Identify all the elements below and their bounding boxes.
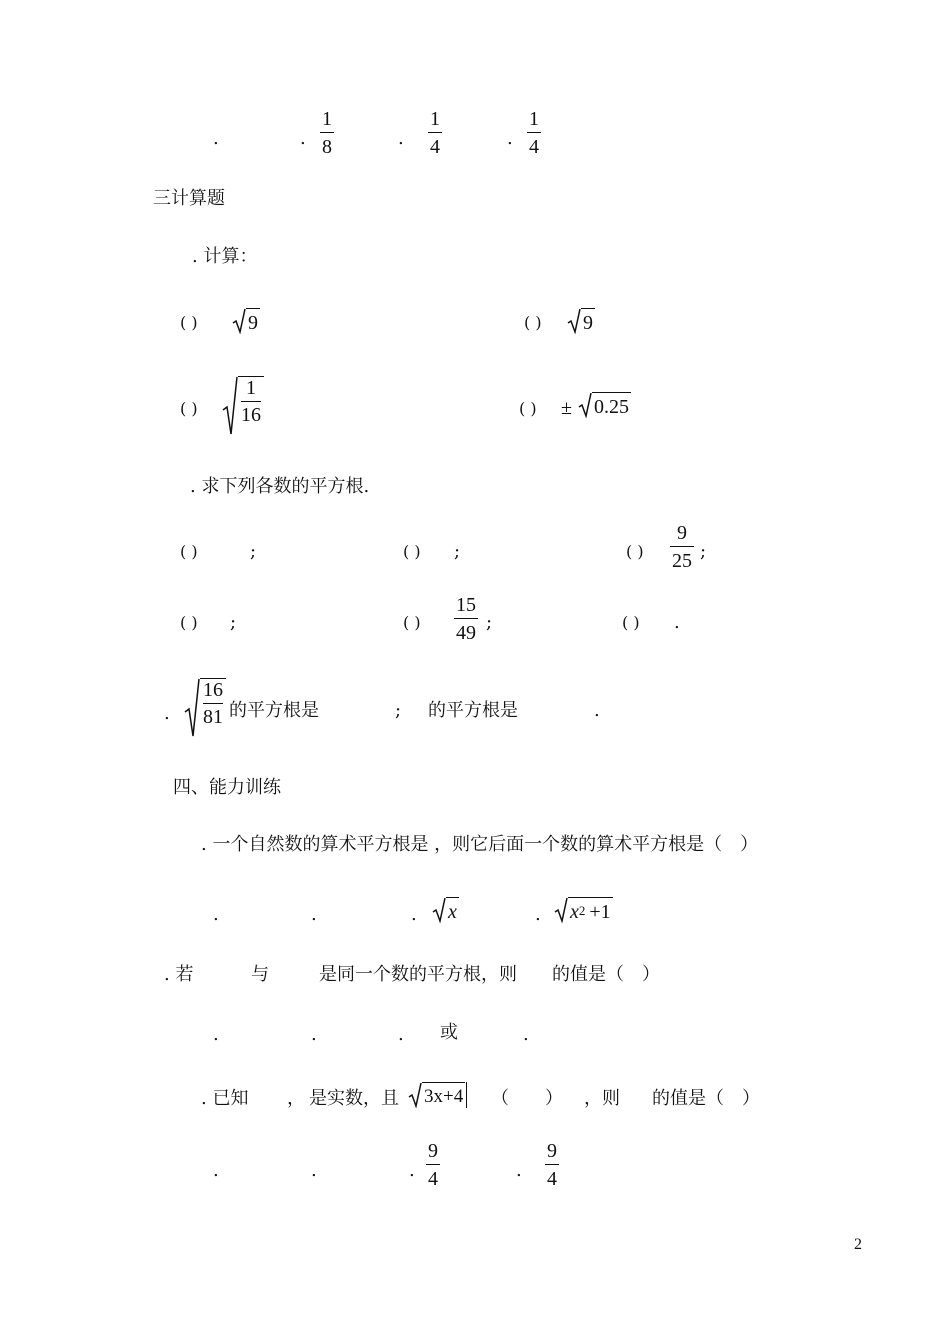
option-c-fraction — [428, 108, 442, 158]
radicand-base: x — [570, 900, 579, 923]
fraction-numerator: 9 — [677, 522, 687, 544]
q3-end: . — [594, 700, 600, 721]
fraction-denominator: 16 — [241, 404, 261, 427]
s4-q1-option-d-sqrt — [554, 897, 613, 923]
radical-sign-icon — [554, 897, 568, 923]
s4-q2-option-a: . — [213, 1024, 219, 1045]
option-a-dot: . — [213, 128, 219, 149]
q3-separator: ; — [395, 700, 402, 721]
fraction-denominator: 25 — [672, 550, 692, 573]
q1-item2-paren: ( ) — [524, 313, 542, 332]
q3-dot: . — [164, 703, 170, 724]
s4-q3-text-1: . 已知 — [201, 1088, 249, 1109]
radicand-fraction — [200, 678, 226, 738]
s4-q2-option-c-or: 或 — [440, 1022, 458, 1043]
fraction-denominator: 4 — [529, 136, 539, 159]
s4-q3-option-c: . — [409, 1160, 415, 1181]
fraction-numerator: 16 — [203, 679, 223, 701]
s4-q3-text-4: ，则 — [584, 1088, 620, 1109]
q1-item3-sqrt — [222, 376, 264, 436]
s4-q3-option-c-fraction — [426, 1140, 440, 1190]
s4-q2-text-1: . 若 — [164, 964, 194, 985]
q3-text-1: 的平方根是 — [229, 700, 319, 721]
fraction-denominator: 4 — [430, 136, 440, 159]
option-b-fraction — [320, 108, 334, 158]
option-b-dot: . — [300, 128, 306, 149]
radicand: 0.25 — [592, 392, 631, 418]
q1-label: . 计算： — [192, 246, 258, 267]
fraction-bar — [426, 1164, 440, 1165]
s4-q3-text-5: 的值是（ ） — [652, 1088, 760, 1109]
s4-q1-option-d: . — [535, 904, 541, 925]
fraction-numerator: 9 — [428, 1140, 438, 1162]
section-3-heading: 三计算题 — [153, 188, 225, 209]
q2-item5-semicolon: ; — [486, 612, 493, 633]
radical-sign-icon — [222, 376, 238, 436]
fraction-numerator: 15 — [456, 594, 476, 616]
fraction-bar — [670, 546, 694, 547]
q1-item1-sqrt — [232, 308, 260, 334]
q2-item6-paren: ( ) — [622, 613, 640, 632]
s4-q3-option-d-fraction — [545, 1140, 559, 1190]
radicand: 9 — [581, 308, 595, 334]
radicand-rest: +1 — [589, 900, 611, 923]
q2-item3-semicolon: ; — [700, 541, 707, 562]
q2-item2-paren: ( ) — [403, 542, 421, 561]
fraction-bar — [454, 618, 478, 619]
s4-q1-option-c-sqrt — [432, 897, 459, 923]
option-d-dot: . — [507, 128, 513, 149]
fraction-numerator: 1 — [246, 377, 256, 399]
q2-item3-paren: ( ) — [626, 542, 644, 561]
q2-item5-paren: ( ) — [403, 613, 421, 632]
fraction-denominator: 81 — [203, 706, 223, 729]
s4-q3-option-b: . — [311, 1160, 317, 1181]
fraction-bar — [545, 1164, 559, 1165]
s4-q1-option-c: . — [411, 904, 417, 925]
s4-q2-text-3: 是同一个数的平方根，则 — [319, 964, 517, 985]
option-d-fraction — [527, 108, 541, 158]
q3-text-2: 的平方根是 — [428, 700, 518, 721]
plus-minus-sign: ± — [561, 397, 572, 419]
q1-item1-paren: ( ) — [180, 313, 198, 332]
s4-q2-option-c: . — [398, 1024, 404, 1045]
q2-label: . 求下列各数的平方根. — [190, 476, 370, 497]
fraction-numerator: 9 — [547, 1140, 557, 1162]
q2-item2-semicolon: ; — [454, 541, 461, 562]
radicand-fraction — [238, 376, 264, 436]
radicand: 3x+4 — [422, 1082, 465, 1108]
s4-q2-option-b: . — [311, 1024, 317, 1045]
radical-sign-icon — [432, 897, 446, 923]
q2-item1-paren: ( ) — [180, 542, 198, 561]
s4-q3-paren: （ ） — [491, 1088, 563, 1109]
fraction-numerator: 1 — [430, 108, 440, 130]
q2-item6-period: . — [674, 612, 680, 633]
radicand: x — [446, 897, 459, 923]
option-c-dot: . — [398, 128, 404, 149]
fraction-denominator: 49 — [456, 622, 476, 645]
s4-q1-option-b: . — [311, 904, 317, 925]
fraction-bar — [241, 401, 261, 402]
section-4-heading: 四、能力训练 — [173, 777, 281, 798]
fraction-numerator: 1 — [322, 108, 332, 130]
s4-q3-text-2: ， — [287, 1088, 305, 1109]
radical-sign-icon — [567, 308, 581, 334]
radical-sign-icon — [184, 678, 200, 738]
fraction-bar — [527, 132, 541, 133]
s4-q2-option-d: . — [523, 1024, 529, 1045]
s4-q2-text-2: 与 — [251, 964, 269, 985]
q2-item3-fraction — [670, 522, 694, 572]
radical-sign-icon — [408, 1082, 422, 1108]
s4-q1-text: . 一个自然数的算术平方根是 ，则它后面一个数的算术平方根是（ ） — [201, 834, 759, 855]
page-number: 2 — [854, 1236, 862, 1253]
fraction-bar — [428, 132, 442, 133]
s4-q3-sqrt — [408, 1082, 467, 1108]
s4-q3-text-3: 是实数，且 — [309, 1088, 399, 1109]
fraction-denominator: 4 — [547, 1168, 557, 1191]
q2-item4-paren: ( ) — [180, 613, 198, 632]
fraction-numerator: 1 — [529, 108, 539, 130]
radical-sign-icon — [232, 308, 246, 334]
q2-item4-semicolon: ; — [230, 612, 237, 633]
fraction-bar — [320, 132, 334, 133]
s4-q1-option-a: . — [213, 904, 219, 925]
s4-q3-option-a: . — [213, 1160, 219, 1181]
radicand-exponent: 2 — [578, 902, 586, 918]
q1-item4-sqrt — [578, 392, 631, 418]
radicand — [568, 897, 613, 923]
radical-sign-icon — [578, 392, 592, 418]
q1-item4-paren: ( ) — [519, 399, 537, 418]
q3-sqrt — [184, 678, 226, 738]
q2-item5-fraction — [454, 594, 478, 644]
fraction-bar — [203, 703, 223, 704]
s4-q3-option-d: . — [516, 1160, 522, 1181]
radical-tail — [466, 1082, 467, 1108]
fraction-denominator: 8 — [322, 136, 332, 159]
fraction-denominator: 4 — [428, 1168, 438, 1191]
s4-q2-text-4: 的值是（ ） — [552, 964, 660, 985]
q1-item3-paren: ( ) — [180, 399, 198, 418]
q1-item2-sqrt — [567, 308, 595, 334]
radicand: 9 — [246, 308, 260, 334]
q2-item1-semicolon: ; — [250, 541, 257, 562]
